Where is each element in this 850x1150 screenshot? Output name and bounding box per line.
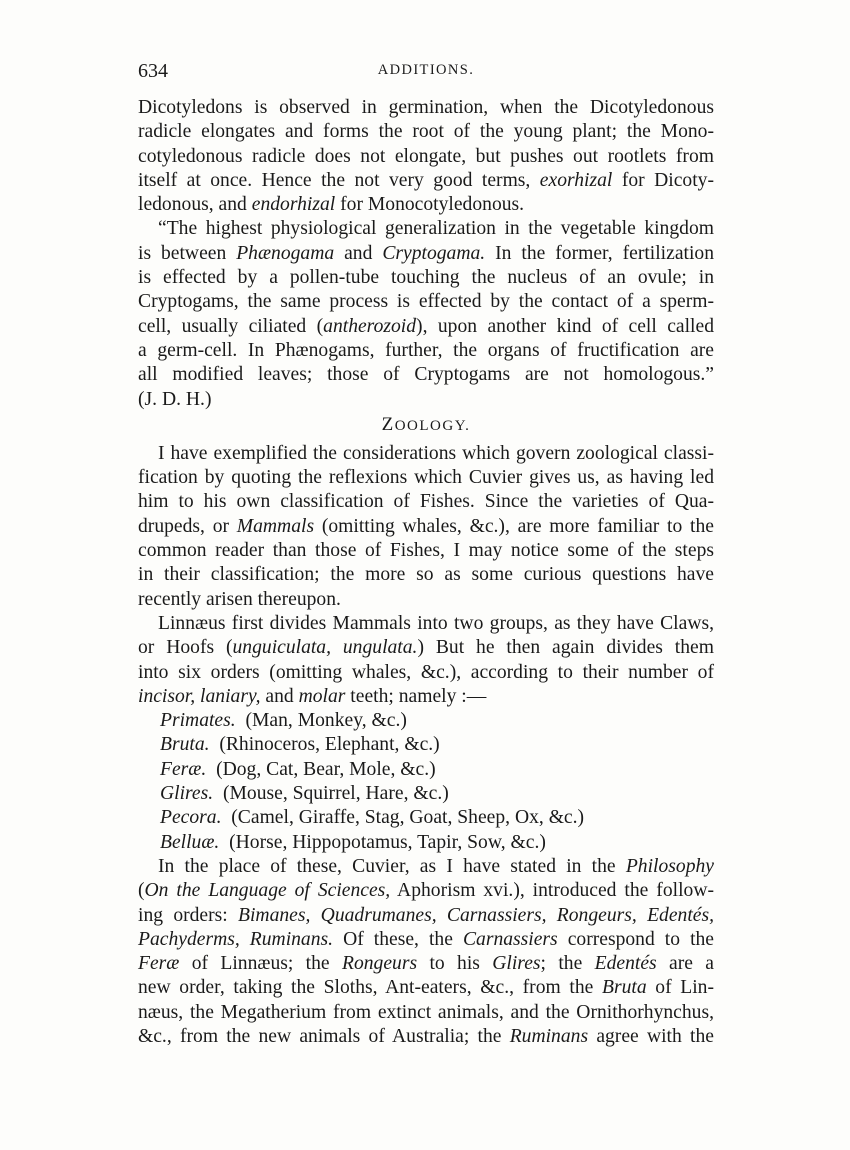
- text-line: cotyledonous radicle does not elongate, but pushes out rootlets from: [138, 145, 714, 167]
- text-line: (On the Language of Sciences, Aphorism xvi.), introduced the follow-: [138, 880, 714, 902]
- text-line: drupeds, or Mammals (omitting whales, &c.), are more familiar to the: [138, 515, 714, 537]
- list-item: Bruta. (Rhinoceros, Elephant, &c.): [160, 734, 440, 756]
- text-line: or Hoofs (unguiculata, ungulata.) But he then again divides them: [138, 637, 714, 659]
- list-item: Glires. (Mouse, Squirrel, Hare, &c.): [160, 783, 449, 805]
- text-line: all modified leaves; those of Cryptogams are not homologous.”: [138, 364, 714, 386]
- text-line: Cryptogams, the same process is effected by the contact of a sperm-: [138, 291, 714, 313]
- page-header: [138, 60, 714, 88]
- text-line: In the place of these, Cuvier, as I have stated in the Philosophy: [158, 855, 714, 877]
- text-line: “The highest physiological generalization in the vegetable kingdom: [158, 218, 714, 240]
- section-heading: ZOOLOGY.: [381, 413, 471, 435]
- page-body: [138, 96, 714, 1049]
- text-line: fication by quoting the reflexions which Cuvier gives us, as having led: [138, 467, 714, 489]
- text-line: incisor, laniary, and molar teeth; namely :—: [138, 685, 487, 707]
- list-item: Primates. (Man, Monkey, &c.): [160, 710, 407, 732]
- text-line: ing orders: Bimanes, Quadrumanes, Carnassiers, Rongeurs, Edentés,: [138, 904, 714, 926]
- text-line: radicle elongates and forms the root of the young plant; the Mono-: [138, 121, 714, 143]
- list-item: Pecora. (Camel, Giraffe, Stag, Goat, Sheep, Ox, &c.): [160, 807, 585, 829]
- text-line: ledonous, and endorhizal for Monocotyledonous.: [138, 194, 525, 216]
- list-item: Feræ. (Dog, Cat, Bear, Mole, &c.): [160, 758, 436, 780]
- text-line: itself at once. Hence the not very good terms, exorhizal for Dicoty-: [138, 169, 714, 191]
- text-line: (J. D. H.): [138, 388, 212, 410]
- text-line: recently arisen thereupon.: [138, 588, 341, 610]
- text-line: is effected by a pollen-tube touching the nucleus of an ovule; in: [138, 267, 714, 289]
- text-line: Linnæus first divides Mammals into two groups, as they have Claws,: [158, 612, 714, 634]
- text-line: næus, the Megatherium from extinct animals, and the Ornithorhynchus,: [138, 1001, 714, 1023]
- text-line: Pachyderms, Ruminans. Of these, the Carnassiers correspond to the: [138, 928, 714, 950]
- text-line: &c., from the new animals of Australia; the Ruminans agree with the: [138, 1025, 714, 1047]
- text-line: Dicotyledons is observed in germination, when the Dicotyledonous: [138, 97, 714, 118]
- text-line: I have exemplified the considerations which govern zoological classi-: [158, 442, 714, 464]
- text-line: cell, usually ciliated (antherozoid), upon another kind of cell called: [138, 315, 714, 337]
- text-line: is between Phænogama and Cryptogama. In the former, fertilization: [138, 242, 714, 264]
- text-line: Feræ of Linnæus; the Rongeurs to his Glires; the Edentés are a: [138, 953, 714, 975]
- list-item: Belluæ. (Horse, Hippopotamus, Tapir, Sow, &c.): [160, 831, 546, 853]
- text-line: in their classification; the more so as some curious questions have: [138, 564, 714, 586]
- running-head: ADDITIONS.: [377, 62, 475, 78]
- text-line: a germ-cell. In Phænogams, further, the organs of fructification are: [138, 339, 714, 361]
- page-number: 634: [138, 60, 168, 82]
- text-line: into six orders (omitting whales, &c.), according to their number of: [138, 661, 714, 683]
- text-line: common reader than those of Fishes, I may notice some of the steps: [138, 540, 714, 562]
- text-line: him to his own classification of Fishes. Since the varieties of Qua-: [138, 491, 714, 513]
- text-line: new order, taking the Sloths, Ant-eaters, &c., from the Bruta of Lin-: [138, 977, 714, 999]
